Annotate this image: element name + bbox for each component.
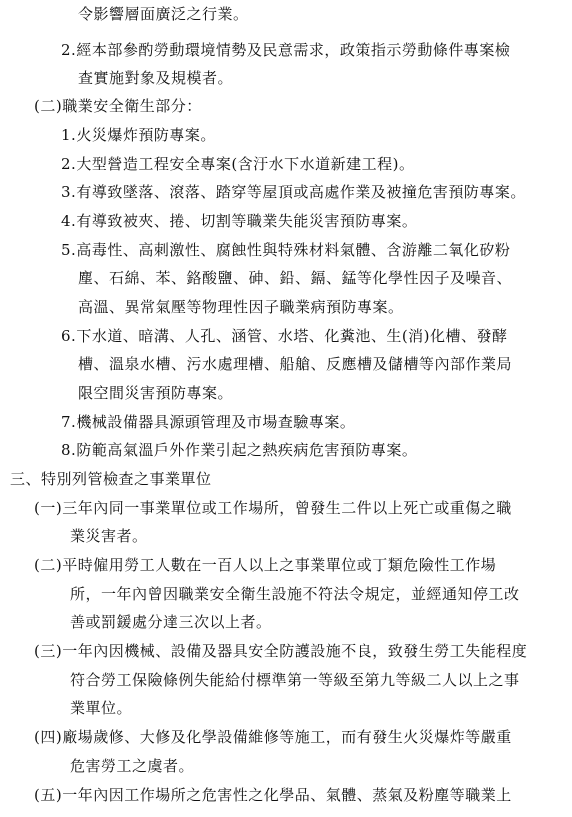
text-line xyxy=(78,297,404,317)
list-item xyxy=(61,125,216,145)
list-marker: 5. xyxy=(61,241,77,259)
text-line xyxy=(70,756,194,776)
line-text: 高溫、異常氣壓等物理性因子職業病預防專案。 xyxy=(78,298,404,316)
line-text: 業單位。 xyxy=(70,699,133,717)
list-marker: (四) xyxy=(34,728,63,746)
line-text: 危害勞工之虞者。 xyxy=(70,757,195,775)
list-item xyxy=(61,154,415,174)
line-text: 平時僱用勞工人數在一百人以上之事業單位或丁類危險性工作場 xyxy=(62,556,497,574)
list-marker: 4. xyxy=(61,212,77,230)
list-item xyxy=(61,211,417,231)
text-line xyxy=(78,383,233,403)
list-marker: (一) xyxy=(34,499,63,517)
line-text: 有導致墜落、滾落、踏穿等屋頂或高處作業及被撞危害預防專案。 xyxy=(76,183,526,201)
line-text: 特別列管檢查之事業單位 xyxy=(41,470,212,488)
line-text: 火災爆炸預防專案。 xyxy=(76,126,216,144)
text-line xyxy=(70,584,520,604)
list-marker: (三) xyxy=(34,642,63,660)
line-text: 所，一年內曾因職業安全衛生設施不符法令規定，並經通知停工改 xyxy=(70,585,520,603)
line-text: 下水道、暗溝、人孔、涵管、水塔、化糞池、生(消)化槽、發酵 xyxy=(76,327,508,345)
text-line xyxy=(70,612,272,632)
text-line xyxy=(78,268,512,288)
list-item xyxy=(61,240,510,260)
list-marker: 7. xyxy=(61,413,77,431)
line-text: 業災害者。 xyxy=(70,527,148,545)
line-text: 塵、石綿、苯、鉻酸鹽、砷、鉛、鎘、錳等化學性因子及噪音、 xyxy=(78,269,513,287)
line-text: 三年內同一事業單位或工作場所，曾發生二件以上死亡或重傷之職 xyxy=(62,499,512,517)
line-text: 大型營造工程安全專案(含汙水下水道新建工程)。 xyxy=(76,155,415,173)
line-text: 令影響層面廣泛之行業。 xyxy=(78,5,249,23)
line-text: 符合勞工保險條例失能給付標準第一等級至第九等級二人以上之事 xyxy=(70,671,520,689)
list-item xyxy=(61,182,526,202)
text-line xyxy=(78,354,512,374)
line-text: 限空間災害預防專案。 xyxy=(78,384,234,402)
line-text: 查實施對象及規模者。 xyxy=(78,69,234,87)
line-text: 廠場歲修、大修及化學設備維修等施工，而有發生火災爆炸等嚴重 xyxy=(62,728,512,746)
list-item xyxy=(34,555,496,575)
list-marker: 2. xyxy=(61,41,77,59)
line-text: 經本部參酌勞動環境情勢及民意需求，政策指示勞動條件專案檢 xyxy=(76,41,511,59)
list-marker: 6. xyxy=(61,327,77,345)
text-line xyxy=(70,698,132,718)
list-item xyxy=(34,727,512,747)
list-item xyxy=(34,498,512,518)
list-marker: 3. xyxy=(61,183,77,201)
line-text: 一年內因機械、設備及器具安全防護設施不良，致發生勞工失能程度 xyxy=(62,642,528,660)
section-heading xyxy=(10,469,212,489)
section-marker: 三、 xyxy=(10,470,42,488)
list-item xyxy=(61,412,355,432)
line-text: 防範高氣溫戶外作業引起之熱疾病危害預防專案。 xyxy=(76,441,418,459)
line-text: 高毒性、高刺激性、腐蝕性與特殊材料氣體、含游離二氧化矽粉 xyxy=(76,241,511,259)
line-text: 有導致被夾、捲、切割等職業失能災害預防專案。 xyxy=(76,212,418,230)
line-text: 善或罰鍰處分達三次以上者。 xyxy=(70,613,272,631)
list-marker: (二) xyxy=(34,556,63,574)
list-marker: 8. xyxy=(61,441,77,459)
list-item xyxy=(61,440,417,460)
section-heading xyxy=(34,96,202,116)
line-text: 一年內因工作場所之危害性之化學品、氣體、蒸氣及粉塵等職業上 xyxy=(62,786,512,804)
list-item xyxy=(34,641,527,661)
line-text: 機械設備器具源頭管理及市場查驗專案。 xyxy=(76,413,356,431)
list-item xyxy=(34,785,512,805)
text-line xyxy=(78,68,233,88)
list-marker: 2. xyxy=(61,155,77,173)
text-line xyxy=(78,4,249,24)
section-marker: (二) xyxy=(34,97,63,115)
list-item xyxy=(61,40,510,60)
text-line xyxy=(70,526,148,546)
text-line xyxy=(70,670,520,690)
list-marker: (五) xyxy=(34,786,63,804)
list-marker: 1. xyxy=(61,126,77,144)
line-text: 職業安全衛生部分： xyxy=(62,97,202,115)
list-item xyxy=(61,326,508,346)
line-text: 槽、溫泉水槽、污水處理槽、船艙、反應槽及儲槽等內部作業局 xyxy=(78,355,513,373)
